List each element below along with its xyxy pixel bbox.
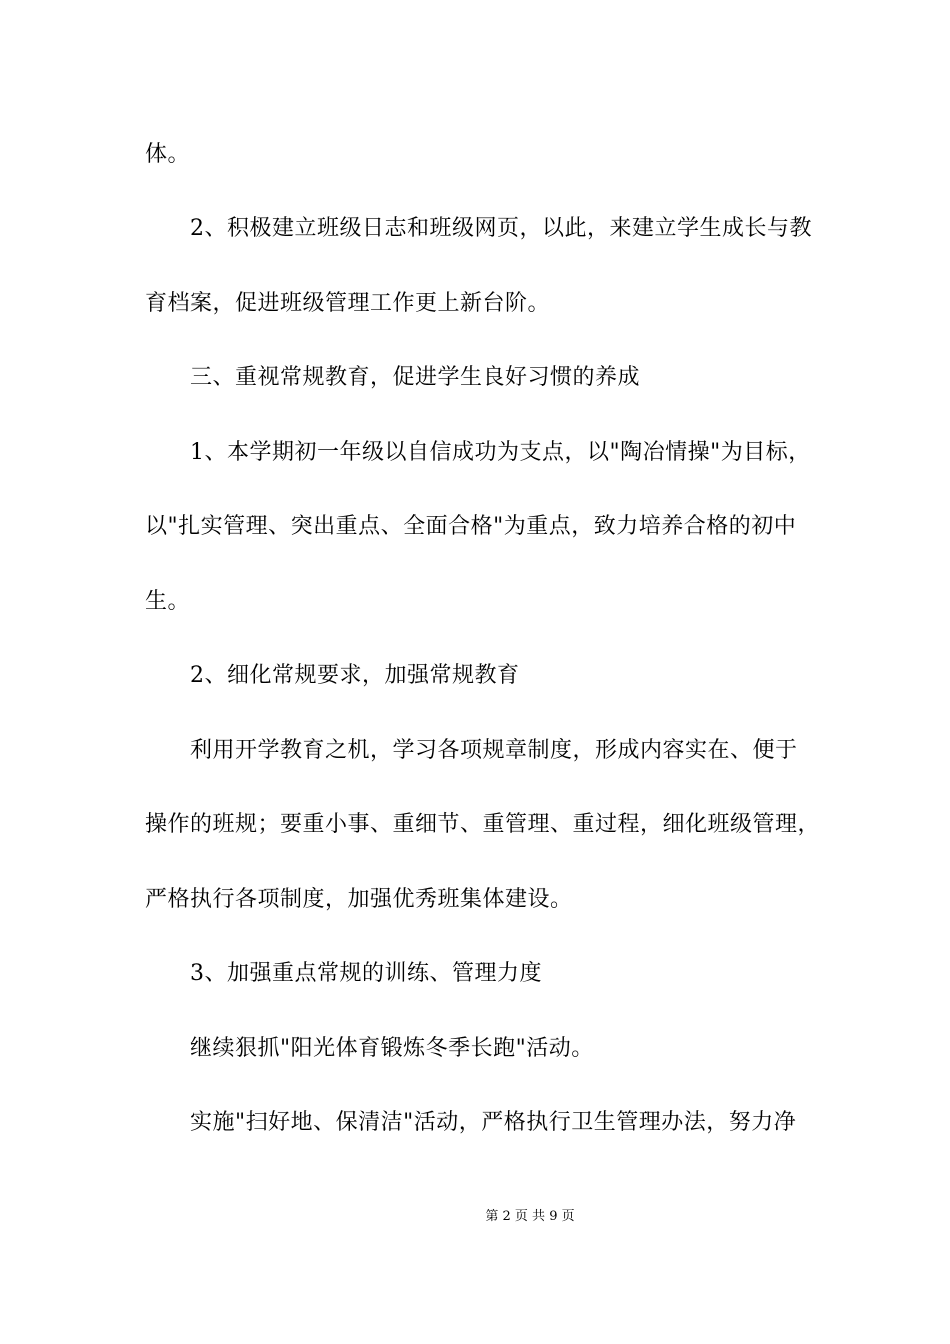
paragraph-line: 体。 xyxy=(145,142,191,167)
subsection-heading: 3、加强重点常规的训练、管理力度 xyxy=(190,961,542,986)
paragraph-line: 育档案，促进班级管理工作更上新台阶。 xyxy=(145,291,551,316)
subsection-heading: 2、细化常规要求，加强常规教育 xyxy=(190,663,520,688)
paragraph-line: 2、积极建立班级日志和班级网页，以此，来建立学生成长与教 xyxy=(190,216,812,241)
paragraph-line: 严格执行各项制度，加强优秀班集体建设。 xyxy=(145,887,573,912)
paragraph-line: 继续狠抓"阳光体育锻炼冬季长跑"活动。 xyxy=(190,1036,594,1061)
paragraph-line: 实施"扫好地、保清洁"活动，严格执行卫生管理办法，努力净 xyxy=(190,1110,797,1135)
page-number-footer: 第 2 页 共 9 页 xyxy=(485,1209,575,1224)
paragraph-line: 利用开学教育之机，学习各项规章制度，形成内容实在、便于 xyxy=(190,738,798,763)
section-heading: 三、重视常规教育，促进学生良好习惯的养成 xyxy=(190,365,641,390)
paragraph-line: 操作的班规；要重小事、重细节、重管理、重过程，细化班级管理， xyxy=(145,812,821,837)
paragraph-line: 1、本学期初一年级以自信成功为支点，以"陶冶情操"为目标， xyxy=(190,440,811,465)
paragraph-line: 以"扎实管理、突出重点、全面合格"为重点，致力培养合格的初中 xyxy=(145,514,797,539)
paragraph-line: 生。 xyxy=(145,589,191,614)
